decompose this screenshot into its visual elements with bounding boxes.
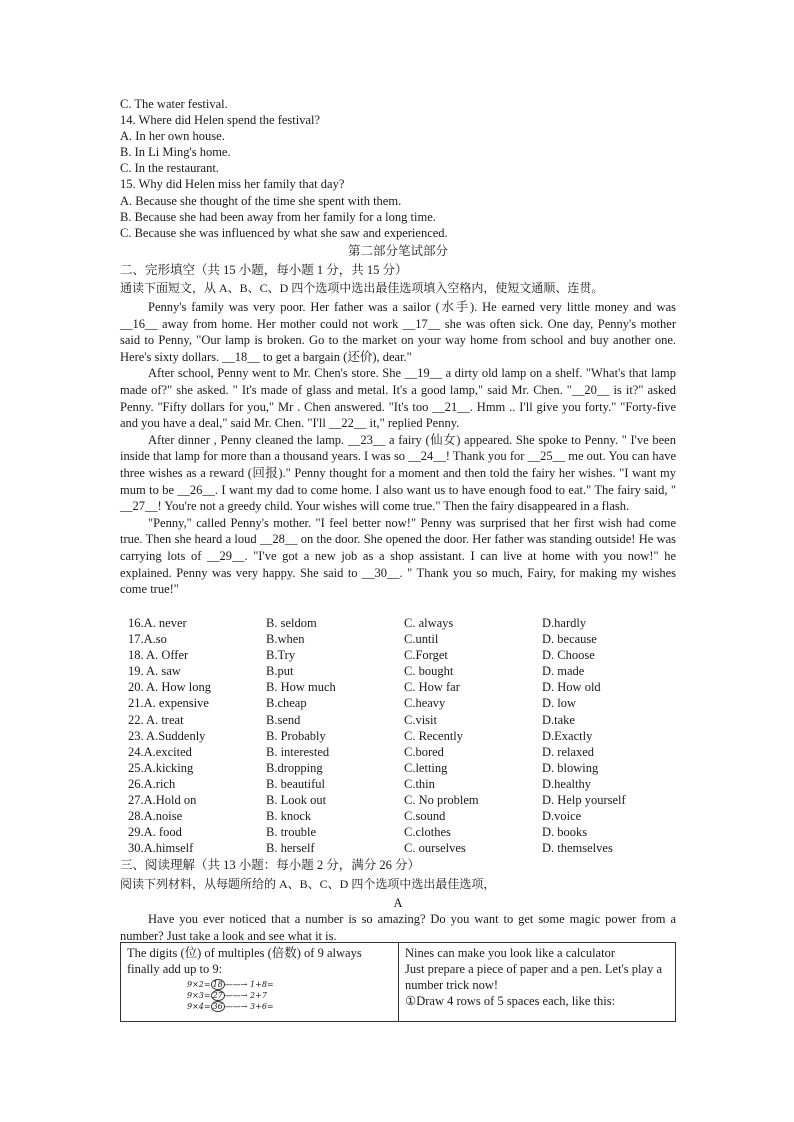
option-row — [120, 695, 676, 711]
option-a: 21.A. expensive — [128, 696, 209, 711]
option-d: D.healthy — [542, 776, 591, 791]
option-row — [120, 647, 676, 663]
section2-instruction: 通读下面短文，从 A、B、C、D 四个选项中选出最佳选项填入空格内，使短文通顺、连贯。 — [120, 281, 604, 295]
option-c: C. ourselves — [404, 841, 466, 856]
option-line: B. Because she had been away from her family for a long time. — [120, 209, 436, 224]
question-15: 15. Why did Helen miss her family that day? — [120, 177, 345, 192]
passage-paragraph: After dinner , Penny cleaned the lamp. __23__ a fairy (仙女) appeared. She spoke to Penny. " I've been inside that lamp for more than a thousand years. I was so __24__! Thank you for __25__ me out. You can have three wishes as a reward (回报)." Penny thought for a moment and then told the fairy her wishes. "I want my mum to be __26__. I want my dad to come home. I also want us to have enough food to eat." The fairy said, " __27__! You're not a greedy child. Your wishes will come true." Then the fairy disappeared in a flash. — [120, 432, 676, 514]
option-a: 20. A. How long — [128, 680, 211, 695]
option-c: C.Forget — [404, 648, 448, 663]
option-line: B. In Li Ming's home. — [120, 145, 231, 160]
option-row — [120, 808, 676, 824]
table-cell-left — [121, 943, 399, 1022]
section3-instruction: 阅读下列材料，从每题所给的 A、B、C、D 四个选项中选出最佳选项， — [120, 877, 496, 891]
trick-intro: Just prepare a piece of paper and a pen. Let's play a number trick now! — [405, 962, 662, 992]
option-line: A. Because she thought of the time she spent with them. — [120, 193, 402, 208]
math-line: 9×3= 27 ——→ 2+7 — [187, 991, 267, 1000]
option-d: D. themselves — [542, 841, 613, 856]
option-row — [120, 824, 676, 840]
option-a: 25.A.kicking — [128, 760, 194, 775]
table-cell-right — [399, 943, 676, 1022]
math-line: 9×2= 18 ——→ 1+8= — [187, 980, 274, 989]
math-example — [187, 979, 392, 1012]
option-b: B. knock — [266, 809, 312, 824]
calculator-heading: Nines can make you look like a calculator — [405, 946, 615, 960]
passage-a-intro-wrap — [120, 911, 676, 944]
option-c: C.until — [404, 632, 439, 647]
option-b: B.cheap — [266, 696, 307, 711]
option-row — [120, 840, 676, 856]
option-row — [120, 712, 676, 728]
question-block-13-15 — [120, 96, 676, 241]
option-a: 24.A.excited — [128, 744, 192, 759]
trick-step-1: ①Draw 4 rows of 5 spaces each, like this: — [405, 994, 616, 1008]
option-c: C. bought — [404, 664, 454, 679]
option-b: B. herself — [266, 841, 315, 856]
option-a: 19. A. saw — [128, 664, 181, 679]
option-d: D. books — [542, 825, 588, 840]
option-a: 29.A. food — [128, 825, 182, 840]
option-b: B.send — [266, 712, 301, 727]
option-d: D. made — [542, 664, 585, 679]
option-d: D. Choose — [542, 648, 595, 663]
option-d: D.Exactly — [542, 728, 593, 743]
option-line: A. In her own house. — [120, 129, 225, 144]
option-c: C.bored — [404, 744, 444, 759]
option-b: B. Probably — [266, 728, 326, 743]
option-a: 17.A.so — [128, 632, 167, 647]
option-c: C.sound — [404, 809, 446, 824]
passage-a-label: A — [393, 896, 403, 910]
option-a: 27.A.Hold on — [128, 793, 197, 808]
option-row — [120, 631, 676, 647]
question-14: 14. Where did Helen spend the festival? — [120, 113, 321, 128]
part2-title: 第二部分笔试部分 — [347, 244, 448, 258]
passage-paragraph: Penny's family was very poor. Her father was a sailor (水手). He earned very little money and was __16__ away from home. Her mother could not work __17__ she was often sick. One day, Penny's mother said to Penny, "Our lamp is broken. Go to the market on your way home from school and buy another one. Here's sixty dollars. __18__ to get a bargain (还价), dear." — [120, 300, 676, 364]
text-line: C. The water festival. — [120, 97, 228, 111]
option-a: 28.A.noise — [128, 809, 183, 824]
option-row — [120, 728, 676, 744]
option-d: D.hardly — [542, 616, 587, 630]
option-row — [120, 663, 676, 679]
magic-number-table — [120, 942, 676, 1022]
option-d: D. relaxed — [542, 744, 595, 759]
option-d: D. blowing — [542, 760, 599, 775]
option-b: B. seldom — [266, 616, 317, 630]
option-row — [120, 744, 676, 760]
option-a: 22. A. treat — [128, 712, 184, 727]
option-c: C. How far — [404, 680, 460, 695]
option-d: D. low — [542, 696, 577, 711]
cloze-passage — [120, 299, 676, 598]
passage-a-intro: Have you ever noticed that a number is so amazing? Do you want to get some magic power from a number? Just take a look and see what it is. — [120, 912, 676, 943]
option-a: 26.A.rich — [128, 776, 176, 791]
option-d: D.take — [542, 712, 575, 727]
math-line: 9×4= 36 ——→ 3+6= — [187, 1002, 274, 1011]
option-d: D.voice — [542, 809, 582, 824]
option-line: C. Because she was influenced by what she saw and experienced. — [120, 225, 448, 240]
option-a: 30.A.himself — [128, 841, 194, 856]
option-row — [120, 615, 676, 631]
option-b: B. How much — [266, 680, 336, 695]
option-d: D. because — [542, 632, 597, 647]
option-a: 16.A. never — [128, 616, 187, 630]
option-c: C. No problem — [404, 793, 479, 808]
option-row — [120, 792, 676, 808]
option-row — [120, 679, 676, 695]
option-b: B. trouble — [266, 825, 316, 840]
option-c: C. Recently — [404, 728, 464, 743]
option-d: D. How old — [542, 680, 601, 695]
option-b: B.when — [266, 632, 305, 647]
option-row — [120, 760, 676, 776]
option-c: C.clothes — [404, 825, 451, 840]
option-row — [120, 776, 676, 792]
option-line: C. In the restaurant. — [120, 161, 219, 176]
section2-title: 二、完形填空（共 15 小题，每小题 1 分，共 15 分） — [120, 263, 408, 277]
option-c: C.heavy — [404, 696, 446, 711]
option-b: B. Look out — [266, 793, 327, 808]
option-c: C.letting — [404, 760, 448, 775]
section3-title: 三、阅读理解（共 13 小题：每小题 2 分，满分 26 分） — [120, 858, 421, 872]
cloze-options — [120, 615, 676, 856]
option-c: C.thin — [404, 776, 435, 791]
option-b: B. interested — [266, 744, 330, 759]
option-d: D. Help yourself — [542, 793, 626, 808]
option-a: 18. A. Offer — [128, 648, 189, 663]
passage-paragraph: "Penny," called Penny's mother. "I feel better now!" Penny was surprised that her first wish had come true. Then she heard a loud __28__ on the door. She opened the door. Her father was standing outside! He was carrying lots of __29__. "I've got a new job as a shop assistant. I can live at home with you now!" he explained. Penny was very happy. She said to __30__. " Thank you so much, Fairy, for making my wishes come true!" — [120, 515, 676, 597]
option-c: C. always — [404, 616, 454, 630]
option-a: 23. A.Suddenly — [128, 728, 206, 743]
passage-paragraph: After school, Penny went to Mr. Chen's store. She __19__ a dirty old lamp on a shelf. "What's that lamp made of?" she asked. " It's made of glass and metal. It's a good lamp," said Mr. Chen. "__20__ is it?" asked Penny. "Fifty dollars for you," Mr . Chen answered. "It's too __21__. Hmm .. I'll give you forty." "Forty-five and you have a deal," said Mr. Chen. "I'll __22__ it," replied Penny. — [120, 366, 676, 431]
option-b: B.dropping — [266, 760, 323, 775]
option-b: B.put — [266, 664, 294, 679]
digits-rule-text: The digits (位) of multiples (倍数) of 9 always finally add up to 9: — [127, 946, 362, 976]
option-c: C.visit — [404, 712, 437, 727]
option-b: B.Try — [266, 648, 296, 663]
option-b: B. beautiful — [266, 776, 326, 791]
